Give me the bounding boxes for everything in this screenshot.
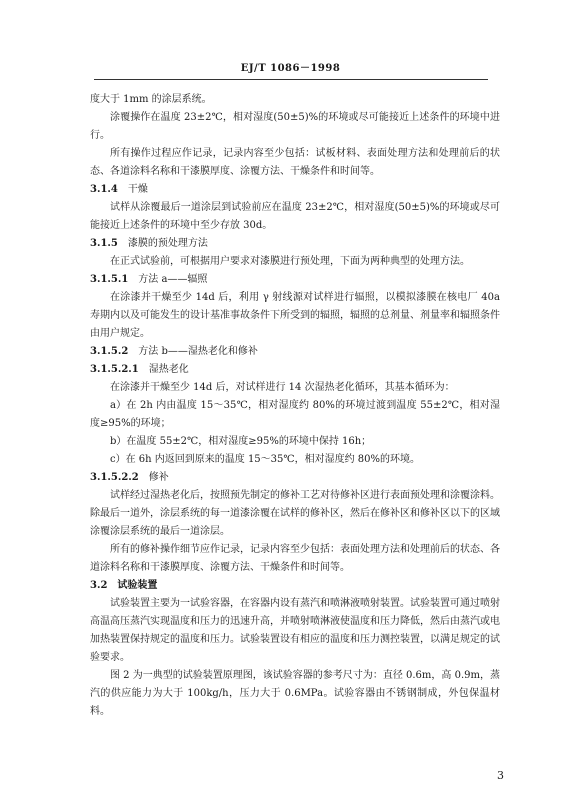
- header-rule: [94, 79, 488, 80]
- section-title: 试验装置: [117, 580, 158, 591]
- section-number: 3.1.4: [90, 184, 118, 195]
- section-number: 3.2: [90, 580, 108, 591]
- section-heading-3-1-5: [90, 235, 500, 253]
- paragraph: 度大于 1mm 的涂层系统。: [90, 94, 212, 105]
- standard-number-header: EJ/T 1086－1998: [240, 63, 341, 74]
- section-heading-3-1-5-1: [90, 271, 500, 289]
- section-number: 3.1.5.2.1: [90, 364, 139, 375]
- page-number: 3: [497, 769, 504, 782]
- section-heading-3-1-5-2-2: [90, 469, 500, 487]
- section-heading-3-1-5-2-1: [90, 361, 500, 379]
- section-number: 3.1.5.1: [90, 274, 129, 285]
- list-item: c）在 6h 内返回到原来的温度 15～35℃，相对湿度约 80%的环境。: [110, 454, 420, 465]
- paragraph: 所有的修补操作细节应作记录，记录内容至少包括：表面处理方法和处理前后的状态、各道涂料名称和干漆膜厚度、涂覆方法、干燥条件和时间等。: [90, 544, 500, 573]
- paragraph: 在正式试验前，可根据用户要求对漆膜进行预处理，下面为两种典型的处理方法。: [110, 256, 470, 267]
- paragraph: 图 2 为一典型的试验装置原理图，该试验容器的参考尺寸为：直径 0.6m，高 0.9m，蒸汽的供应能力为大于 100kg/h，压力大于 0.6MPa。试验容器由不锈钢制成，外包保温材料。: [90, 670, 500, 717]
- paragraph: 在涂漆并干燥至少 14d 后，利用 γ 射线源对试样进行辐照，以模拟漆膜在核电厂 40a 寿期内以及可能发生的设计基准事故条件下所受到的辐照，辐照的总剂量、剂量率和辐照条件由用户规定。: [90, 292, 500, 339]
- section-title: 方法 b——湿热老化和修补: [138, 346, 258, 357]
- section-number: 3.1.5.2: [90, 346, 129, 357]
- paragraph: 试样从涂覆最后一道涂层到试验前应在温度 23±2℃，相对湿度(50±5)%的环境或尽可能接近上述条件的环境中至少存放 30d。: [90, 202, 500, 231]
- section-heading-3-2: [90, 577, 500, 595]
- section-title: 漆膜的预处理方法: [127, 238, 208, 249]
- section-title: 修补: [148, 472, 169, 483]
- list-item: a）在 2h 内由温度 15～35℃，相对湿度约 80%的环境过渡到温度 55±2℃，相对湿度≥95%的环境；: [90, 400, 500, 429]
- body-text: [90, 91, 500, 721]
- paragraph: 所有操作过程应作记录，记录内容至少包括：试板材料、表面处理方法和处理前后的状态、各道涂料名称和干漆膜厚度、涂覆方法、干燥条件和时间等。: [90, 148, 500, 177]
- section-title: 方法 a——辐照: [138, 274, 208, 285]
- section-title: 湿热老化: [148, 364, 189, 375]
- section-title: 干燥: [127, 184, 148, 195]
- section-number: 3.1.5.2.2: [90, 472, 139, 483]
- paragraph: 涂覆操作在温度 23±2℃，相对湿度(50±5)%的环境或尽可能接近上述条件的环境中进行。: [90, 112, 500, 141]
- section-heading-3-1-5-2: [90, 343, 500, 361]
- list-item: b）在温度 55±2℃，相对湿度≥95%的环境中保持 16h；: [110, 436, 372, 447]
- paragraph: 试验装置主要为一试验容器，在容器内设有蒸汽和喷淋液喷射装置。试验装置可通过喷射高温高压蒸汽实现温度和压力的迅速升高，并喷射喷淋液使温度和压力降低，然后由蒸汽或电加热装置保持规定的温度和压力。试验装置设有相应的温度和压力测控装置，以满足规定的试验要求。: [90, 598, 500, 663]
- section-heading-3-1-4: [90, 181, 500, 199]
- section-number: 3.1.5: [90, 238, 118, 249]
- paragraph: 试样经过湿热老化后，按照预先制定的修补工艺对待修补区进行表面预处理和涂覆涂料。除最后一道外，涂层系统的每一道漆涂覆在试样的修补区，然后在修补区和修补区以下的区域涂覆涂层系统的最后一道涂层。: [90, 490, 500, 537]
- paragraph: 在涂漆并干燥至少 14d 后，对试样进行 14 次湿热老化循环，其基本循环为：: [110, 382, 455, 393]
